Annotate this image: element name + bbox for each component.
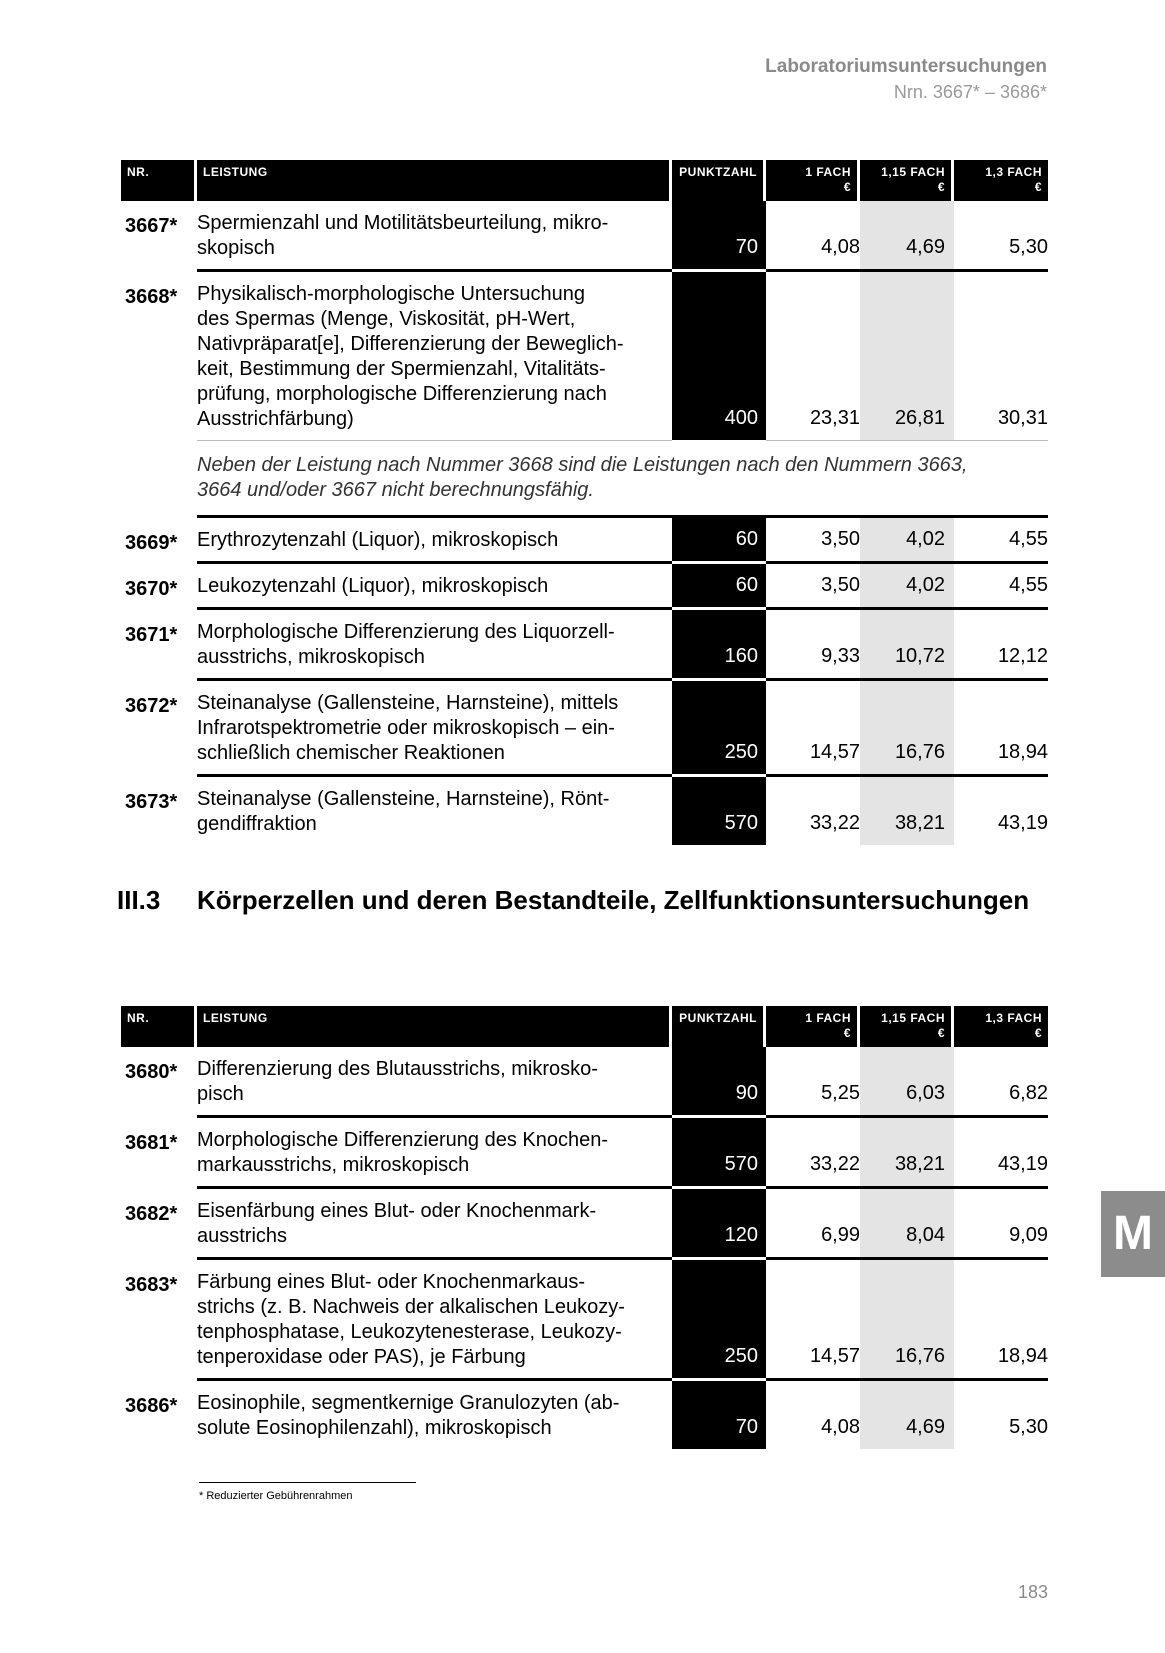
row-fee-13fach: 30,31 bbox=[954, 272, 1048, 441]
row-fee-115fach: 16,76 bbox=[860, 681, 954, 777]
row-description: Morphologische Differenzierung des Liquorzell- ausstrichs, mikroskopisch bbox=[197, 610, 672, 681]
table-row bbox=[121, 777, 1048, 845]
col-header-nr: NR. bbox=[121, 1006, 197, 1047]
row-fee-115fach: 4,02 bbox=[860, 518, 954, 564]
table-row bbox=[121, 610, 1048, 681]
table-row bbox=[121, 518, 1048, 564]
table-row bbox=[121, 1381, 1048, 1449]
row-number: 3671* bbox=[125, 624, 178, 646]
row-fee-115fach: 4,69 bbox=[860, 201, 954, 272]
col-header-leistung: LEISTUNG bbox=[197, 160, 672, 201]
fee-table-1 bbox=[121, 160, 1048, 845]
row-punktzahl: 60 bbox=[672, 518, 766, 564]
row-description: Eisenfärbung eines Blut- oder Knochenmark- ausstrichs bbox=[197, 1189, 672, 1260]
row-description: Erythrozytenzahl (Liquor), mikroskopisch bbox=[197, 518, 672, 564]
page-number: 183 bbox=[1018, 1582, 1049, 1602]
row-punktzahl: 160 bbox=[672, 610, 766, 681]
table-row bbox=[121, 681, 1048, 777]
row-number: 3667* bbox=[125, 215, 178, 237]
row-punktzahl: 70 bbox=[672, 201, 766, 272]
row-fee-1fach: 14,57 bbox=[766, 681, 860, 777]
col-header-13fach: 1,3 FACH € bbox=[954, 160, 1048, 201]
row-fee-13fach: 43,19 bbox=[954, 1118, 1048, 1189]
billing-note: Neben der Leistung nach Nummer 3668 sind die Leistungen nach den Nummern 3663, 3664 und/oder 3667 nicht berechnungsfähig. bbox=[197, 441, 1048, 518]
row-number: 3669* bbox=[125, 532, 178, 554]
col-header-punktzahl: PUNKTZAHL bbox=[672, 160, 766, 201]
table-row bbox=[121, 1047, 1048, 1118]
table-header-row bbox=[121, 160, 1048, 201]
row-punktzahl: 400 bbox=[672, 272, 766, 441]
row-number: 3673* bbox=[125, 791, 178, 813]
col-header-13fach: 1,3 FACH € bbox=[954, 1006, 1048, 1047]
row-fee-1fach: 3,50 bbox=[766, 564, 860, 610]
row-fee-1fach: 6,99 bbox=[766, 1189, 860, 1260]
row-number: 3672* bbox=[125, 695, 178, 717]
row-punktzahl: 250 bbox=[672, 681, 766, 777]
row-description: Steinanalyse (Gallensteine, Harnsteine), Rönt- gendiffraktion bbox=[197, 788, 610, 835]
row-fee-13fach: 6,82 bbox=[954, 1047, 1048, 1118]
row-number: 3680* bbox=[125, 1061, 178, 1083]
section-number: III.3 bbox=[117, 885, 161, 915]
running-head bbox=[765, 54, 1047, 104]
row-fee-13fach: 4,55 bbox=[954, 518, 1048, 564]
col-header-punktzahl: PUNKTZAHL bbox=[672, 1006, 766, 1047]
row-punktzahl: 120 bbox=[672, 1189, 766, 1260]
col-header-1fach: 1 FACH € bbox=[766, 1006, 860, 1047]
row-description: Spermienzahl und Motilitätsbeurteilung, mikro- skopisch bbox=[197, 201, 672, 272]
table-row bbox=[121, 564, 1048, 610]
col-header-leistung: LEISTUNG bbox=[197, 1006, 672, 1047]
row-number: 3670* bbox=[125, 578, 178, 600]
row-number: 3681* bbox=[125, 1132, 178, 1154]
row-number: 3682* bbox=[125, 1203, 178, 1225]
row-number: 3683* bbox=[125, 1274, 178, 1296]
table-row bbox=[121, 1189, 1048, 1260]
row-punktzahl: 570 bbox=[672, 777, 766, 845]
row-description: Eosinophile, segmentkernige Granulozyten (ab- solute Eosinophilenzahl), mikroskopisch bbox=[197, 1392, 620, 1439]
table-row bbox=[121, 201, 1048, 272]
row-fee-115fach: 4,02 bbox=[860, 564, 954, 610]
row-punktzahl: 570 bbox=[672, 1118, 766, 1189]
row-description: Färbung eines Blut- oder Knochenmarkaus- strichs (z. B. Nachweis der alkalischen Leukozy- tenphosphatase, Leukozytenesterase, Leukozy- tenperoxidase oder PAS), je Färbung bbox=[197, 1260, 672, 1381]
row-fee-115fach: 16,76 bbox=[860, 1260, 954, 1381]
table-row bbox=[121, 272, 1048, 441]
row-fee-13fach: 5,30 bbox=[1009, 1416, 1048, 1438]
row-punktzahl: 250 bbox=[672, 1260, 766, 1381]
table-row bbox=[121, 1260, 1048, 1381]
row-fee-115fach: 4,69 bbox=[860, 1381, 954, 1449]
fee-table-2 bbox=[121, 1006, 1048, 1449]
row-fee-115fach: 38,21 bbox=[860, 777, 954, 845]
section-title: Körperzellen und deren Bestandteile, Zellfunktionsuntersuchungen bbox=[197, 885, 1030, 915]
row-fee-115fach: 8,04 bbox=[860, 1189, 954, 1260]
row-fee-1fach: 9,33 bbox=[766, 610, 860, 681]
row-fee-13fach: 4,55 bbox=[954, 564, 1048, 610]
row-fee-13fach: 18,94 bbox=[954, 1260, 1048, 1381]
row-fee-13fach: 9,09 bbox=[954, 1189, 1048, 1260]
chapter-tab-marker: M bbox=[1101, 1191, 1165, 1277]
col-header-115fach: 1,15 FACH € bbox=[860, 160, 954, 201]
row-fee-115fach: 6,03 bbox=[860, 1047, 954, 1118]
row-punktzahl: 70 bbox=[672, 1381, 766, 1449]
row-fee-13fach: 5,30 bbox=[954, 201, 1048, 272]
row-fee-13fach: 12,12 bbox=[954, 610, 1048, 681]
section-heading bbox=[117, 884, 1029, 916]
note-row bbox=[121, 441, 1048, 518]
row-fee-1fach: 5,25 bbox=[766, 1047, 860, 1118]
footnote: * Reduzierter Gebührenrahmen bbox=[199, 1490, 353, 1502]
row-description: Steinanalyse (Gallensteine, Harnsteine), mittels Infrarotspektrometrie oder mikroskopisch – ein- schließlich chemischer Reaktionen bbox=[197, 681, 672, 777]
row-fee-1fach: 33,22 bbox=[766, 1118, 860, 1189]
running-head-range: Nrn. 3667* – 3686* bbox=[893, 82, 1047, 102]
row-punktzahl: 90 bbox=[672, 1047, 766, 1118]
col-header-115fach: 1,15 FACH € bbox=[860, 1006, 954, 1047]
row-description: Leukozytenzahl (Liquor), mikroskopisch bbox=[197, 564, 672, 610]
footnote-divider bbox=[199, 1482, 416, 1483]
row-number: 3668* bbox=[125, 286, 178, 308]
row-description: Morphologische Differenzierung des Knochen- markausstrichs, mikroskopisch bbox=[197, 1118, 672, 1189]
row-fee-1fach: 3,50 bbox=[766, 518, 860, 564]
row-fee-13fach: 43,19 bbox=[997, 812, 1048, 834]
row-fee-115fach: 10,72 bbox=[860, 610, 954, 681]
table-header-row bbox=[121, 1006, 1048, 1047]
row-fee-1fach: 4,08 bbox=[821, 1416, 860, 1438]
table-row bbox=[121, 1118, 1048, 1189]
row-fee-115fach: 38,21 bbox=[860, 1118, 954, 1189]
row-fee-115fach: 26,81 bbox=[860, 272, 954, 441]
row-fee-1fach: 4,08 bbox=[766, 201, 860, 272]
row-fee-1fach: 14,57 bbox=[766, 1260, 860, 1381]
running-head-title: Laboratoriumsuntersuchungen bbox=[765, 56, 1047, 77]
row-description: Differenzierung des Blutausstrichs, mikrosko- pisch bbox=[197, 1047, 672, 1118]
row-punktzahl: 60 bbox=[672, 564, 766, 610]
row-fee-13fach: 18,94 bbox=[954, 681, 1048, 777]
row-number: 3686* bbox=[125, 1395, 178, 1417]
row-description: Physikalisch-morphologische Untersuchung des Spermas (Menge, Viskosität, pH-Wert, Nativpräparat[e], Differenzierung der Beweglich- keit, Bestimmung der Spermienzahl, Vitalitäts- prüfung, morphologische Differenzierung nach Ausstrichfärbung) bbox=[197, 272, 672, 441]
row-fee-1fach: 23,31 bbox=[766, 272, 860, 441]
row-fee-1fach: 33,22 bbox=[809, 812, 860, 834]
col-header-1fach: 1 FACH € bbox=[766, 160, 860, 201]
col-header-nr: NR. bbox=[121, 160, 197, 201]
